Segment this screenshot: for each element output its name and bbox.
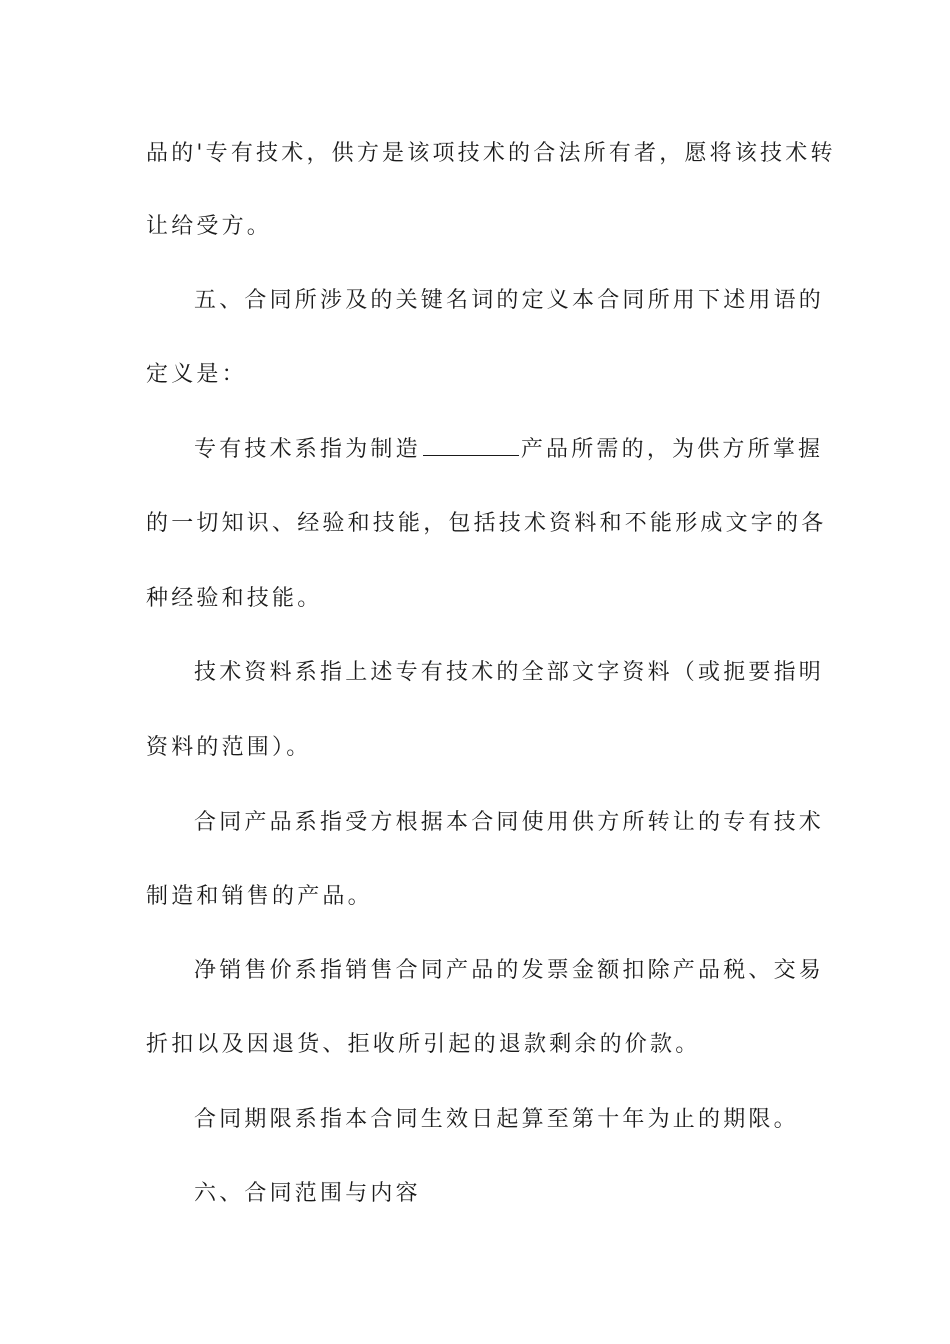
paragraph-line: 合同期限系指本合同生效日起算至第十年为止的期限。 xyxy=(194,1107,799,1132)
paragraph-line: 品的'专有技术，供方是该项技术的合法所有者，愿将该技术转 xyxy=(146,141,836,166)
paragraph-line: 技术资料系指上述专有技术的全部文字资料（或扼要指明 xyxy=(194,660,825,685)
paragraph-line: 净销售价系指销售合同产品的发票金额扣除产品税、交易 xyxy=(194,958,825,983)
paragraph-line xyxy=(194,435,823,465)
section-heading-line: 五、合同所涉及的关键名词的定义本合同所用下述用语的 xyxy=(194,288,825,313)
section-heading-line: 六、合同范围与内容 xyxy=(194,1181,421,1206)
paragraph-line: 资料的范围）。 xyxy=(146,735,312,760)
text-segment: 专有技术系指为制造 xyxy=(194,437,421,462)
paragraph-line: 合同产品系指受方根据本合同使用供方所转让的专有技术 xyxy=(194,810,825,835)
text-segment: 产品所需的，为供方所掌握 xyxy=(520,437,824,462)
paragraph-line: 让给受方。 xyxy=(146,214,273,239)
paragraph-line: 的一切知识、经验和技能，包括技术资料和不能形成文字的各 xyxy=(146,511,827,536)
fill-in-blank[interactable] xyxy=(423,435,519,456)
paragraph-line: 种经验和技能。 xyxy=(146,586,323,611)
paragraph-line: 折扣以及因退货、拒收所引起的退款剩余的价款。 xyxy=(146,1032,701,1057)
paragraph-line: 定义是： xyxy=(146,362,247,387)
paragraph-line: 制造和销售的产品。 xyxy=(146,884,373,909)
